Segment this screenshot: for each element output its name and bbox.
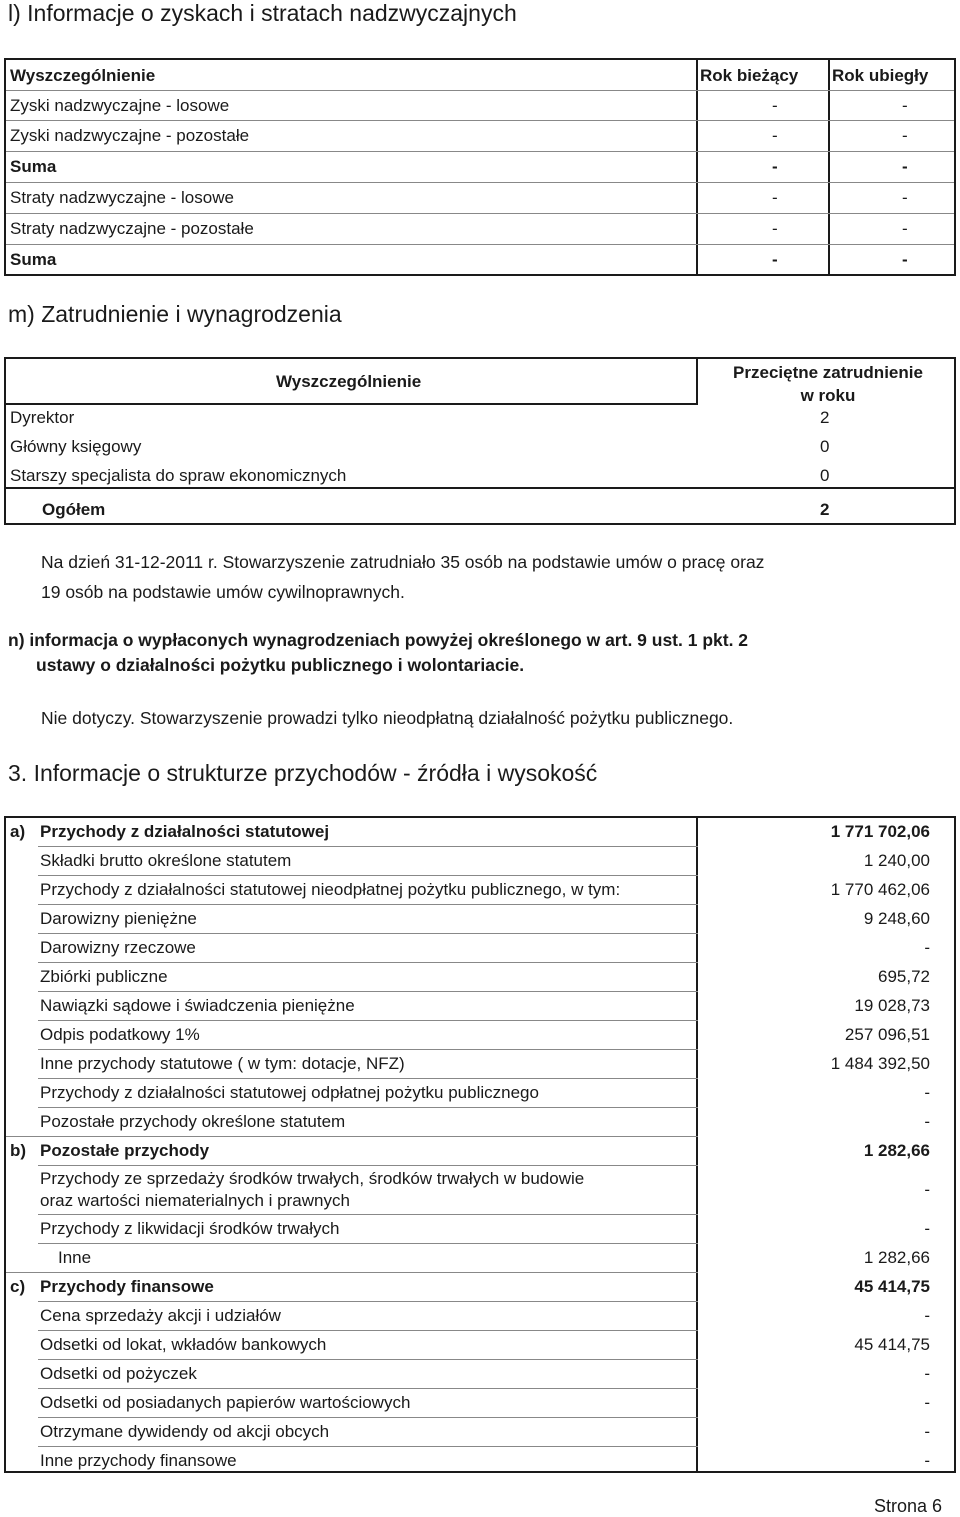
list-item-value: - (924, 1306, 930, 1325)
list-item-value: - (924, 1083, 930, 1102)
table-row-current: - (772, 157, 778, 176)
list-item-value: 257 096,51 (844, 1025, 930, 1044)
list-item-value: - (924, 1219, 930, 1238)
table-row-label: Dyrektor (10, 408, 75, 427)
list-item-label: Cena sprzedaży akcji i udziałów (40, 1306, 281, 1325)
col-header-avg-employment: Przeciętne zatrudnienie (733, 363, 923, 382)
table-row-current: - (772, 126, 778, 145)
list-item-value: 1 484 392,50 (830, 1054, 930, 1073)
section-3-title: 3. Informacje o strukturze przychodów - źródła i wysokość (8, 760, 598, 786)
list-item-label: Przychody z likwidacji środków trwałych (40, 1219, 340, 1238)
table-row-value: 0 (820, 466, 830, 485)
col-header-description: Wyszczególnienie (276, 372, 422, 391)
list-item-label: Inne przychody statutowe ( w tym: dotacje, NFZ) (40, 1054, 405, 1073)
list-item-label: Odsetki od pożyczek (40, 1364, 197, 1383)
employment-note-line1: Na dzień 31-12-2011 r. Stowarzyszenie zatrudniało 35 osób na podstawie umów o pracę oraz (41, 552, 765, 572)
list-item-label: Darowizny pieniężne (40, 909, 197, 928)
list-item-label: Składki brutto określone statutem (40, 851, 292, 870)
group-label: Przychody finansowe (40, 1277, 214, 1296)
section-n-text: Nie dotyczy. Stowarzyszenie prowadzi tylko nieodpłatną działalność pożytku publicznego. (41, 708, 734, 728)
group-letter: b) (10, 1141, 27, 1160)
list-item-label: Darowizny rzeczowe (40, 938, 196, 957)
list-item-value: 1 770 462,06 (830, 880, 930, 899)
col-header-previous-year: Rok ubiegły (832, 66, 929, 85)
group-value: 1 282,66 (863, 1141, 930, 1160)
group-letter: a) (10, 822, 26, 841)
table-row-previous: - (902, 188, 908, 207)
table-row-label: Główny księgowy (10, 437, 142, 456)
list-item-value: 1 240,00 (863, 851, 930, 870)
list-item-label: Odpis podatkowy 1% (40, 1025, 200, 1044)
list-item-value: 1 282,66 (863, 1248, 930, 1267)
list-item-value: 45 414,75 (854, 1335, 930, 1354)
list-item-value: - (924, 1364, 930, 1383)
table-row-previous: - (902, 96, 908, 115)
total-label: Ogółem (42, 500, 106, 519)
list-item-label: Odsetki od lokat, wkładów bankowych (40, 1335, 327, 1354)
list-item-value: - (924, 1422, 930, 1441)
list-item-label: Inne przychody finansowe (40, 1451, 237, 1470)
table-row-label: Suma (10, 157, 57, 176)
list-item-label: Przychody ze sprzedaży środków trwałych, środków trwałych w budowie (40, 1169, 585, 1188)
table-row-previous: - (902, 250, 908, 269)
list-item-value: 695,72 (878, 967, 930, 986)
list-item-label: Nawiązki sądowe i świadczenia pieniężne (40, 996, 355, 1015)
table-row-current: - (772, 188, 778, 207)
list-item-label: Pozostałe przychody określone statutem (40, 1112, 346, 1131)
list-item-label: Otrzymane dywidendy od akcji obcych (40, 1422, 330, 1441)
col-header-description: Wyszczególnienie (10, 66, 156, 85)
table-row-label: Suma (10, 250, 57, 269)
list-item-label-cont: oraz wartości niematerialnych i prawnych (40, 1191, 350, 1210)
group-label: Pozostałe przychody (40, 1141, 210, 1160)
table-row-label: Straty nadzwyczajne - losowe (10, 188, 234, 207)
section-m-title: m) Zatrudnienie i wynagrodzenia (8, 301, 342, 327)
group-label: Przychody z działalności statutowej (40, 822, 330, 841)
list-item-value: 19 028,73 (854, 996, 930, 1015)
list-item-value: 9 248,60 (863, 909, 930, 928)
section-n-title-line1: n) informacja o wypłaconych wynagrodzeniach powyżej określonego w art. 9 ust. 1 pkt. 2 (8, 630, 749, 650)
revenue-table (4, 816, 956, 1473)
list-item-label: Przychody z działalności statutowej odpłatnej pożytku publicznego (40, 1083, 539, 1102)
employment-table (4, 357, 956, 525)
extraordinary-table (4, 58, 956, 276)
col-header-avg-employment-year: w roku (800, 386, 856, 405)
group-letter: c) (10, 1277, 26, 1296)
table-row-current: - (772, 96, 778, 115)
list-item-value: - (924, 1393, 930, 1412)
list-item-label: Zbiórki publiczne (40, 967, 168, 986)
table-row-label: Straty nadzwyczajne - pozostałe (10, 219, 254, 238)
table-row-previous: - (902, 219, 908, 238)
list-item-value: - (924, 938, 930, 957)
employment-note-line2: 19 osób na podstawie umów cywilnoprawnych. (41, 582, 405, 602)
table-row-current: - (772, 219, 778, 238)
table-row-current: - (772, 250, 778, 269)
table-row-previous: - (902, 157, 908, 176)
list-item-label: Przychody z działalności statutowej nieodpłatnej pożytku publicznego, w tym: (40, 880, 621, 899)
table-row-value: 2 (820, 408, 830, 427)
section-l-title: l) Informacje o zyskach i stratach nadzwyczajnych (8, 0, 517, 26)
group-value: 45 414,75 (854, 1277, 930, 1296)
table-row-value: 0 (820, 437, 830, 456)
table-row-label: Starszy specjalista do spraw ekonomicznych (10, 466, 347, 485)
list-item-value: - (924, 1451, 930, 1470)
list-item-value: - (924, 1112, 930, 1131)
table-row-label: Zyski nadzwyczajne - pozostałe (10, 126, 250, 145)
section-n-title-line2: ustawy o działalności pożytku publicznego i wolontariacie. (36, 655, 525, 675)
list-item-value: - (924, 1180, 930, 1199)
total-value: 2 (820, 500, 830, 519)
group-value: 1 771 702,06 (830, 822, 930, 841)
table-row-previous: - (902, 126, 908, 145)
list-item-label: Odsetki od posiadanych papierów wartościowych (40, 1393, 411, 1412)
table-row-label: Zyski nadzwyczajne - losowe (10, 96, 230, 115)
list-item-label: Inne (58, 1248, 92, 1267)
col-header-current-year: Rok bieżący (700, 66, 799, 85)
page-number: Strona 6 (873, 1496, 942, 1516)
